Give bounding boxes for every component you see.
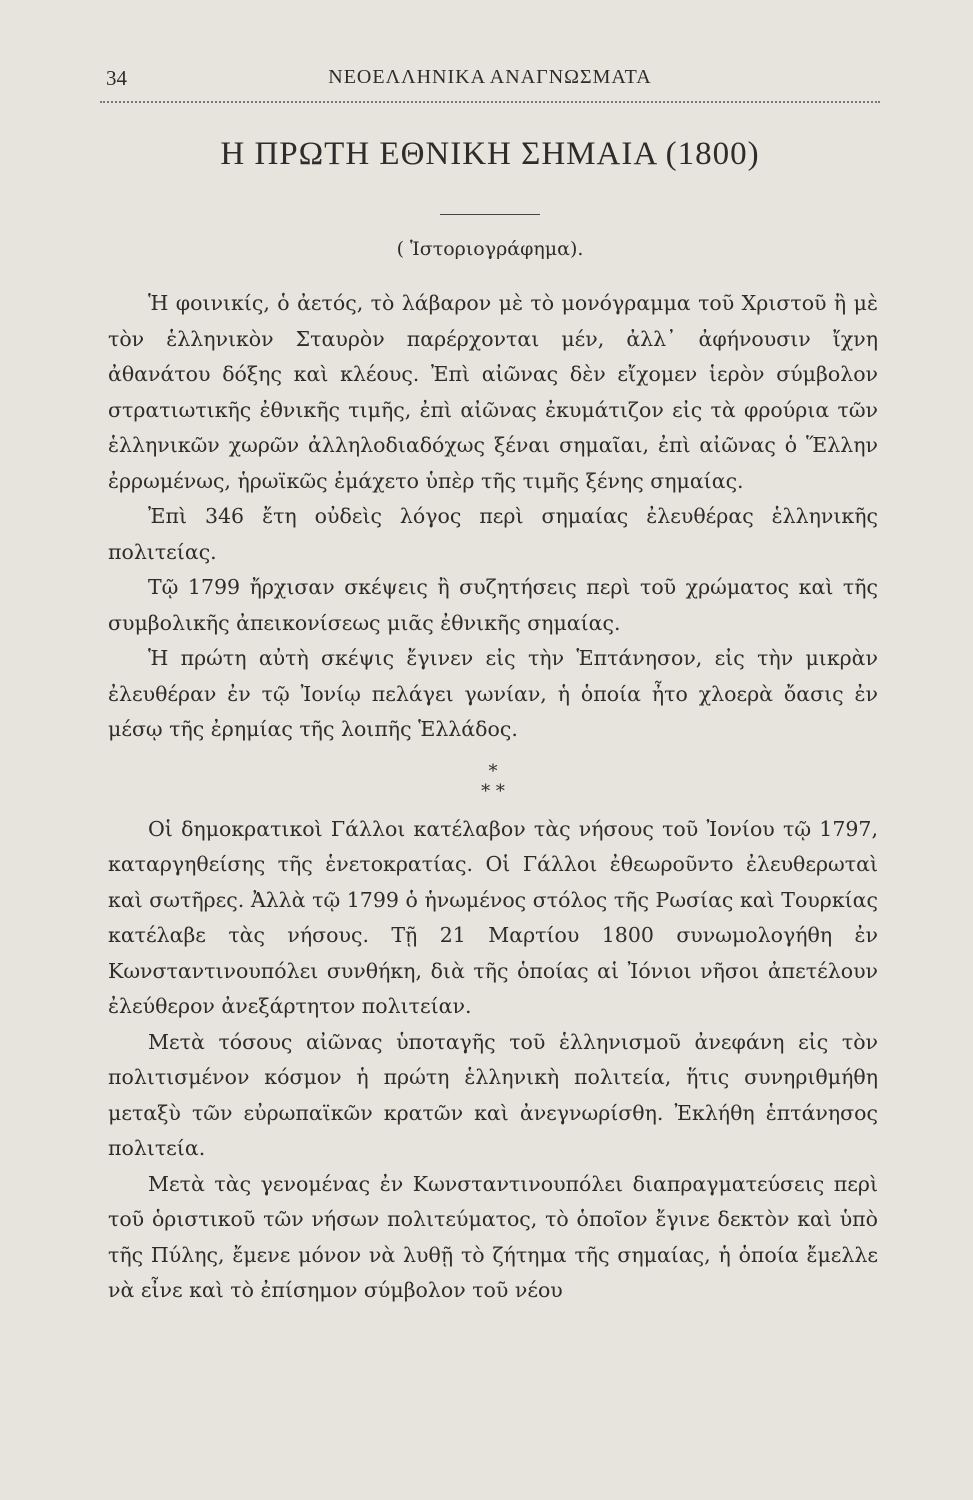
paragraph: Μετὰ τόσους αἰῶνας ὑποταγῆς τοῦ ἑλληνισμοῦ ἀνεφάνη εἰς τὸν πολιτισμένον κόσμον ἡ πρώτη ἑλληνικὴ πολιτεία, ἥτις συνηριθμήθη μεταξὺ τῶν εὐρωπαϊκῶν κρατῶν καὶ ἀνεγνωρίσθη. Ἐκλήθη ἑπτάνησος πολιτεία. <box>108 1029 878 1160</box>
article-subtitle: ( Ἱστοριογράφημα). <box>396 238 584 260</box>
paragraph: Μετὰ τὰς γενομένας ἐν Κωνσταντινουπόλει διαπραγματεύσεις περὶ τοῦ ὁριστικοῦ τῶν νήσων πολιτεύματος, τὸ ὁποῖον ἔγινε δεκτὸν καὶ ὑπὸ τῆς Πύλης, ἔμενε μόνον νὰ λυθῇ τὸ ζήτημα τῆς σημαίας, ἡ ὁποία ἔμελλε νὰ εἶνε καὶ τὸ ἐπίσημον σύμβολον τοῦ νέου <box>108 1171 878 1302</box>
paragraph: Οἱ δημοκρατικοὶ Γάλλοι κατέλαβον τὰς νήσους τοῦ Ἰονίου τῷ 1797, καταργηθείσης τῆς ἑνετοκρατίας. Οἱ Γάλλοι ἐθεωροῦντο ἐλευθερωταὶ καὶ σωτῆρες. Ἀλλὰ τῷ 1799 ὁ ἡνωμένος στόλος τῆς Ρωσίας καὶ Τουρκίας κατέλαβε τὰς νήσους. Τῇ 21 Μαρτίου 1800 συνωμολογήθη ἐν Κωνσταντινουπόλει συνθήκη, διὰ τῆς ὁποίας αἱ Ἰόνιοι νῆσοι ἀπετέλουν ἐλεύθερον ἀνεξάρτητον πολιτείαν. <box>108 816 878 1018</box>
page-header <box>100 66 880 100</box>
paragraph: Ἡ φοινικίς, ὁ ἀετός, τὸ λάβαρον μὲ τὸ μονόγραμμα τοῦ Χριστοῦ ἢ μὲ τὸν ἑλληνικὸν Σταυρὸν παρέρχονται μέν, ἀλλ᾽ ἀφήνουσιν ἴχνη ἀθανάτου δόξης καὶ κλέους. Ἐπὶ αἰῶνας δὲν εἴχομεν ἱερὸν σύμβολον στρατιωτικῆς ἐθνικῆς τιμῆς, ἐπὶ αἰῶνας ἐκυμάτιζον εἰς τὰ φρούρια τῶν ἑλληνικῶν χωρῶν ἀλληλοδιαδόχως ξέναι σημαῖαι, ἐπὶ αἰῶνας ὁ Ἕλλην ἐρρωμένως, ἡρωϊκῶς ἐμάχετο ὑπὲρ τῆς τιμῆς ξένης σημαίας. <box>108 291 878 493</box>
title-divider <box>440 214 540 215</box>
asterism-bottom: * * <box>481 780 505 802</box>
paragraph: Ἐπὶ 346 ἔτη οὐδεὶς λόγος περὶ σημαίας ἐλευθέρας ἑλληνικῆς πολιτείας. <box>108 504 878 564</box>
paragraph: Ἡ πρώτη αὐτὴ σκέψις ἔγινεν εἰς τὴν Ἑπτάνησον, εἰς τὴν μικρὰν ἐλευθέραν ἐν τῷ Ἰονίῳ πελάγει γωνίαν, ἡ ὁποία ἦτο χλοερὰ ὄασις ἐν μέσῳ τῆς ἐρημίας τῆς λοιπῆς Ἑλλάδος. <box>108 646 878 741</box>
paragraph: Τῷ 1799 ἤρχισαν σκέψεις ἢ συζητήσεις περὶ τοῦ χρώματος καὶ τῆς συμβολικῆς ἀπεικονίσεως μιᾶς ἐθνικῆς σημαίας. <box>108 575 878 635</box>
header-divider <box>100 101 880 103</box>
running-head: ΝΕΟΕΛΛΗΝΙΚΑ ΑΝΑΓΝΩΣΜΑΤΑ <box>328 66 652 88</box>
page-number: 34 <box>106 66 127 90</box>
asterism-top: * <box>488 760 498 782</box>
section-break-asterism <box>108 762 878 802</box>
article-title: Η ΠΡΩΤΗ ΕΘΝΙΚΗ ΣΗΜΑΙΑ (1800) <box>220 136 760 172</box>
article-body <box>108 286 878 1309</box>
